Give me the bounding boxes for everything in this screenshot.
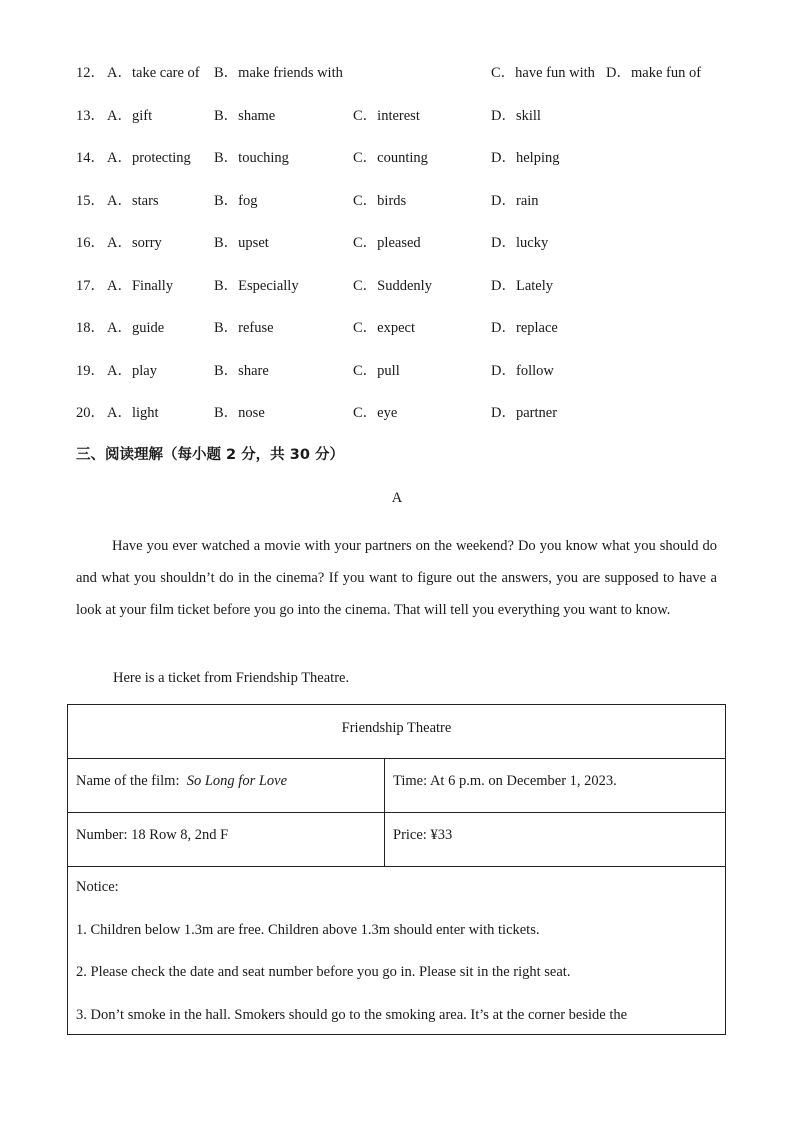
notice-item: 1. Children below 1.3m are free. Children above 1.3m should enter with tickets. <box>76 922 540 938</box>
question-number: 19． <box>76 363 105 379</box>
option-a: A．light <box>107 405 159 421</box>
option-d: D．lucky <box>491 235 549 251</box>
option-c: C．birds <box>353 193 407 209</box>
option-c: C．have fun with <box>491 65 595 81</box>
question-number: 14． <box>76 150 105 166</box>
option-a: A．sorry <box>107 235 162 251</box>
number-cell: Number: 18 Row 8, 2nd F <box>76 827 229 843</box>
option-d: D．follow <box>491 363 554 379</box>
option-d: D．make fun of <box>606 65 702 81</box>
option-a: A．guide <box>107 320 165 336</box>
question-number: 15． <box>76 193 105 209</box>
option-b: B．refuse <box>214 320 274 336</box>
time-cell: Time: At 6 p.m. on December 1, 2023. <box>393 773 617 789</box>
ticket-title: Friendship Theatre <box>68 705 725 759</box>
table-row-divider <box>68 866 725 867</box>
notice-item: 3. Don’t smoke in the hall. Smokers should go to the smoking area. It’s at the corner beside the <box>76 1007 628 1023</box>
option-d: D．partner <box>491 405 558 421</box>
ticket-table <box>67 704 726 1035</box>
option-d: D．skill <box>491 108 541 124</box>
question-number: 17． <box>76 278 105 294</box>
question-number: 18． <box>76 320 105 336</box>
option-d: D．rain <box>491 193 539 209</box>
question-number: 12． <box>76 65 105 81</box>
option-a: A．take care of <box>107 65 200 81</box>
option-b: B．shame <box>214 108 276 124</box>
question-number: 13． <box>76 108 105 124</box>
option-c: C．pleased <box>353 235 421 251</box>
option-a: A．Finally <box>107 278 174 294</box>
price-cell: Price: ¥33 <box>393 827 453 843</box>
option-c: C．interest <box>353 108 420 124</box>
film-label: Name of the film: <box>76 773 180 789</box>
option-b: B．upset <box>214 235 269 251</box>
film-name-cell <box>68 759 384 812</box>
film-name: So Long for Love <box>186 773 288 789</box>
option-b: B．Especially <box>214 278 299 294</box>
section-heading: 三、阅读理解（每小题 2 分，共 30 分） <box>76 447 344 463</box>
option-d: D．replace <box>491 320 558 336</box>
option-a: A．play <box>107 363 157 379</box>
option-c: C．expect <box>353 320 416 336</box>
passage-letter: A <box>391 490 403 506</box>
option-d: D．helping <box>491 150 560 166</box>
notice-title: Notice: <box>76 879 119 895</box>
notice-item: 2. Please check the date and seat number before you go in. Please sit in the right seat. <box>76 964 571 980</box>
question-number: 20． <box>76 405 105 421</box>
option-b: B．share <box>214 363 269 379</box>
option-b: B．touching <box>214 150 289 166</box>
option-b: B．nose <box>214 405 265 421</box>
option-a: A．protecting <box>107 150 191 166</box>
question-number: 16． <box>76 235 105 251</box>
option-c: C．Suddenly <box>353 278 432 294</box>
option-a: A．gift <box>107 108 153 124</box>
option-d: D．Lately <box>491 278 554 294</box>
option-c: C．pull <box>353 363 400 379</box>
option-b: B．fog <box>214 193 258 209</box>
option-b: B．make friends with <box>214 65 343 81</box>
option-c: C．eye <box>353 405 398 421</box>
passage-paragraph: Have you ever watched a movie with your partners on the weekend? Do you know what you should do and what you shouldn’t do in the cinema? If you want to figure out the answers, you are supposed to have a look at your film ticket before you go into the cinema. That will tell you everything you want to know. <box>76 538 717 618</box>
option-c: C．counting <box>353 150 428 166</box>
option-a: A．stars <box>107 193 159 209</box>
ticket-intro: Here is a ticket from Friendship Theatre. <box>113 670 350 686</box>
